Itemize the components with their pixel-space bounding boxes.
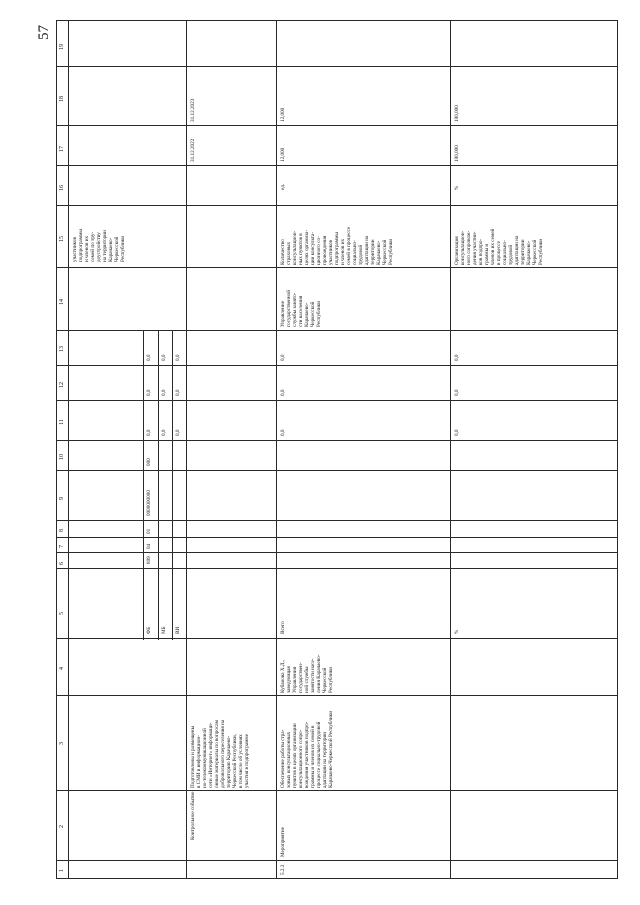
- activity-text: консультационного сопро-: [298, 729, 304, 788]
- cell-text: семей по тру-: [90, 231, 96, 262]
- col-header: 2: [59, 825, 65, 828]
- responsible-text: государствен-: [298, 662, 304, 693]
- activity-text: Карачаево-Черкесской Республики: [328, 711, 334, 788]
- col-header: 16: [59, 185, 65, 191]
- indicator-text: ции консульта-: [310, 232, 316, 265]
- executor-text: Черкесской: [310, 301, 316, 327]
- executor-text: Республики: [316, 300, 322, 327]
- indicator-text: трудовой: [508, 244, 514, 265]
- control-event-text: добровольного переселения на: [220, 719, 226, 788]
- activity-text: Обеспечение работы стра-: [280, 729, 286, 788]
- col-header: 9: [59, 497, 65, 500]
- executor-text: Управление: [280, 300, 286, 327]
- col-header: 6: [59, 562, 65, 565]
- budget-label: Всего: [280, 621, 286, 634]
- source-code: ФБ: [146, 626, 152, 634]
- col-header: 4: [59, 667, 65, 670]
- control-event-text: Черкесской Республики,: [232, 734, 238, 788]
- value-13: 0,0: [161, 354, 167, 361]
- activity-text: процессе социально-трудовой: [316, 721, 322, 788]
- responsible-text: заведующая: [286, 666, 292, 693]
- col-header: 19: [59, 44, 65, 50]
- cell-text: на территории: [102, 230, 108, 262]
- indicator-value-17: 100,000: [454, 145, 460, 162]
- indicator-text: консультацион-: [460, 230, 466, 265]
- value-12: 0,0: [146, 389, 152, 396]
- indicator-value-17: 12,000: [280, 147, 286, 162]
- csr-code: 0000000000: [146, 490, 152, 516]
- activity-text: ховых консультационных: [286, 731, 292, 788]
- rz-code: 04: [146, 543, 152, 549]
- grid-line: [56, 400, 618, 401]
- indicator-text: граммы и: [484, 243, 490, 265]
- value-11: 0,0: [175, 429, 181, 436]
- source-code: МБ: [161, 626, 167, 634]
- indicator-text: страховых: [286, 241, 292, 265]
- value-12: 0,0: [175, 389, 181, 396]
- indicator-unit: %: [454, 185, 460, 190]
- source-code: ВИ: [175, 626, 181, 634]
- activity-text: адаптации на территории: [322, 731, 328, 788]
- responsible-text: Управления: [292, 666, 298, 693]
- indicator-unit: ед.: [280, 183, 286, 190]
- indicator-text: Республики: [538, 238, 544, 265]
- grid-line: [617, 20, 618, 878]
- responsible-text: занятости насе-: [310, 658, 316, 693]
- control-event-label: Контрольное событие: [190, 791, 196, 840]
- grid-line: [68, 20, 69, 878]
- indicator-text: Черкесской: [382, 239, 388, 265]
- grid-line: [56, 365, 618, 366]
- indicator-text: социально-: [352, 240, 358, 265]
- col-header: 1: [59, 869, 65, 872]
- cell-text: подпрограммы: [78, 229, 84, 262]
- responsible-text: Черкесской: [322, 667, 328, 693]
- col-header: 17: [59, 146, 65, 152]
- grbs-code: 809: [146, 556, 152, 564]
- indicator-text: Карачаево-: [376, 240, 382, 265]
- grid-line: [56, 552, 618, 553]
- col-header: 12: [59, 382, 65, 388]
- grid-line: [56, 695, 618, 696]
- value-13: 0,0: [280, 354, 286, 361]
- grid-line: [56, 20, 57, 878]
- executor-text: службы занято-: [292, 292, 298, 327]
- grid-line: [276, 20, 277, 878]
- indicator-text: подпрограммы: [334, 232, 340, 265]
- indicator-text: участников: [328, 240, 334, 265]
- col-header: 8: [59, 529, 65, 532]
- col-header: 5: [59, 612, 65, 615]
- grid-line: [56, 520, 618, 521]
- grid-line: [56, 470, 618, 471]
- activity-number: 5.2.3: [280, 864, 286, 875]
- activity-text: пунктов в целях организации: [292, 723, 298, 788]
- grid-line: [143, 330, 144, 640]
- col-header: 3: [59, 742, 65, 745]
- cell-text: участников: [72, 237, 78, 262]
- control-event-text: сети «Интернет» информаци-: [208, 722, 214, 788]
- grid-line: [56, 165, 618, 166]
- indicator-text: ного сопровож-: [466, 230, 472, 265]
- percent-label: %: [454, 629, 460, 634]
- indicator-value-18: 100,000: [454, 105, 460, 122]
- grid-line: [56, 20, 618, 21]
- indicator-text: ных пунктов в: [298, 233, 304, 265]
- indicator-text: целях организа-: [304, 229, 310, 265]
- indicator-text: Организация: [454, 236, 460, 265]
- cell-text: Черкесской: [114, 236, 120, 262]
- grid-line: [56, 330, 618, 331]
- control-event-text: в том числе об условиях: [238, 734, 244, 788]
- cell-text: и членов их: [84, 235, 90, 262]
- indicator-text: Количество: [280, 239, 286, 265]
- indicator-text: семей в процессе: [346, 226, 352, 265]
- indicator-text: дения участни-: [472, 231, 478, 265]
- grid-line: [56, 638, 618, 639]
- value-12: 0,0: [454, 389, 460, 396]
- date-end: 31.12.2023: [190, 98, 196, 122]
- vr-code: 000: [146, 458, 152, 466]
- executor-text: государственной: [286, 290, 292, 327]
- grid-line: [56, 267, 618, 268]
- indicator-text: и членов их: [340, 238, 346, 265]
- cell-text: доустройству: [96, 232, 102, 262]
- control-event-text: но-телекоммуникационной: [202, 728, 208, 788]
- indicator-text: территории: [520, 239, 526, 265]
- grid-line: [56, 568, 618, 569]
- executor-text: Карачаево-: [304, 302, 310, 327]
- col-header: 13: [59, 346, 65, 352]
- grid-line: [56, 205, 618, 206]
- control-event-text: Подготовлены и размещены: [190, 725, 196, 788]
- grid-line: [56, 66, 618, 67]
- control-event-text: территорию Карачаево-: [226, 735, 232, 788]
- indicator-text: Черкесской: [532, 239, 538, 265]
- grid-line: [172, 330, 173, 640]
- activity-text: вождения участников подпро-: [304, 721, 310, 788]
- control-event-text: онные материалы по вопросам: [214, 719, 220, 788]
- value-13: 0,0: [175, 354, 181, 361]
- indicator-text: адаптации на: [364, 235, 370, 265]
- indicator-text: территории: [370, 239, 376, 265]
- indicator-text: провождения: [322, 235, 328, 265]
- control-event-text: в СМИ в информацион-: [196, 735, 202, 788]
- grid-line: [56, 860, 618, 861]
- indicator-text: адаптации на: [514, 235, 520, 265]
- activity-type: Мероприятие: [280, 827, 286, 857]
- page-number: 57: [36, 25, 52, 40]
- grid-line: [186, 20, 187, 878]
- grid-line: [56, 790, 618, 791]
- col-header: 14: [59, 299, 65, 305]
- value-11: 0,0: [161, 429, 167, 436]
- grid-line: [56, 537, 618, 538]
- indicator-text: Республики: [388, 238, 394, 265]
- responsible-text: ной службы: [304, 666, 310, 693]
- value-13: 0,0: [454, 354, 460, 361]
- col-header: 15: [59, 236, 65, 242]
- indicator-text: социально-: [502, 240, 508, 265]
- value-11: 0,0: [454, 429, 460, 436]
- value-13: 0,0: [146, 354, 152, 361]
- indicator-text: в процессе: [496, 241, 502, 265]
- grid-line: [56, 125, 618, 126]
- cell-text: Республики: [120, 235, 126, 262]
- activity-text: граммы и членов их семей в: [310, 725, 316, 788]
- grid-line: [450, 20, 451, 878]
- value-11: 0,0: [280, 429, 286, 436]
- grid-line: [158, 330, 159, 640]
- indicator-text: ков подпро-: [478, 238, 484, 265]
- col-header: 10: [59, 454, 65, 460]
- executor-text: сти населения: [298, 295, 304, 327]
- pr-code: 01: [146, 528, 152, 534]
- value-12: 0,0: [280, 389, 286, 396]
- indicator-text: трудовой: [358, 244, 364, 265]
- indicator-text: ционного со-: [316, 236, 322, 265]
- value-11: 0,0: [146, 429, 152, 436]
- grid-line: [56, 878, 618, 879]
- date-start: 31.12.2022: [190, 138, 196, 162]
- indicator-value-18: 12,000: [280, 107, 286, 122]
- col-header: 7: [59, 545, 65, 548]
- responsible-text: Кубанова Х.Д.,: [280, 659, 286, 693]
- indicator-text: консультацион-: [292, 230, 298, 265]
- value-12: 0,0: [161, 389, 167, 396]
- indicator-text: Карачаево-: [526, 240, 532, 265]
- responsible-text: ления Карачаево-: [316, 654, 322, 693]
- col-header: 18: [59, 96, 65, 102]
- control-event-text: участия в подпрограмме: [244, 734, 250, 788]
- responsible-text: Республики: [328, 666, 334, 693]
- col-header: 11: [59, 419, 65, 425]
- cell-text: Карачаево-: [108, 237, 114, 262]
- indicator-text: членов их семей: [490, 228, 496, 265]
- grid-line: [56, 440, 618, 441]
